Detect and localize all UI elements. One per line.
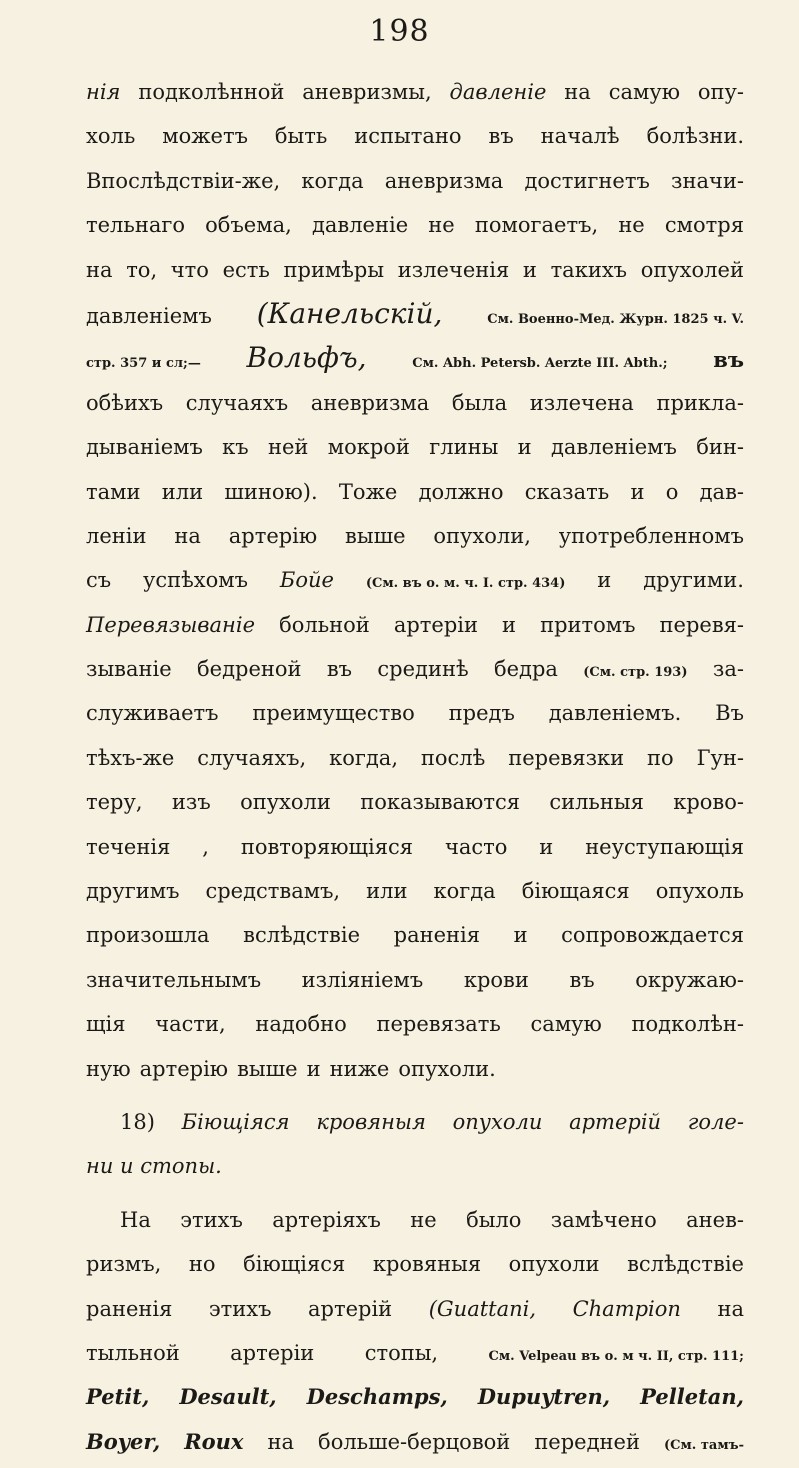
word: подколѣн- (631, 1012, 744, 1037)
text-line (86, 603, 744, 647)
text-line (86, 470, 744, 514)
word: Deschamps, (306, 1384, 448, 1410)
word: обѣихъ (86, 390, 164, 415)
word: случаяхъ (185, 390, 289, 415)
word: прикла- (656, 390, 744, 415)
word: другими. (643, 568, 744, 593)
word: къ (222, 435, 249, 460)
word: быть (274, 124, 328, 149)
word: и (517, 435, 532, 460)
word: (Guattani, (428, 1296, 537, 1321)
word: бедра (493, 657, 558, 682)
word: по (647, 745, 674, 770)
text-line (86, 825, 744, 869)
word: подколѣнной (138, 80, 285, 104)
word: когда, (329, 745, 399, 770)
word: ниже (329, 1056, 390, 1081)
text-line (86, 114, 744, 158)
word: или (366, 879, 408, 904)
word: вслѣдствіе (627, 1252, 744, 1277)
word: анев- (686, 1207, 744, 1232)
text-line (86, 1375, 744, 1419)
word: случаяхъ, (197, 745, 307, 770)
word: и (513, 923, 528, 948)
word: шиною). (224, 479, 318, 504)
word: тельнаго (86, 213, 185, 238)
word: передней (534, 1429, 640, 1454)
word: на (564, 80, 591, 104)
word: ни и стопы. (86, 1154, 222, 1179)
word: въ (488, 124, 514, 149)
word: и (630, 479, 645, 504)
word: бин- (696, 435, 744, 460)
word: аневризма (384, 168, 504, 193)
word: Гун- (696, 745, 744, 770)
word: должно (418, 479, 504, 504)
word: другимъ (86, 879, 180, 904)
word: послѣ (420, 745, 486, 770)
text-line (86, 691, 744, 735)
word: болѣзни. (646, 124, 744, 149)
word: срединѣ (377, 657, 469, 682)
word: замѣчено (550, 1207, 657, 1232)
word: артерій (308, 1296, 393, 1321)
text-line (86, 425, 744, 469)
word: и (502, 612, 517, 637)
word: когда (301, 168, 364, 193)
word: началѣ (540, 124, 620, 149)
word: Pelletan, (640, 1384, 744, 1410)
word: успѣхомъ (143, 568, 248, 593)
word: голе- (687, 1109, 744, 1134)
word: Біющіяся (181, 1109, 290, 1134)
word: артерію (228, 523, 318, 548)
word: примѣры (283, 257, 385, 282)
text-line (86, 958, 744, 1002)
word: на (267, 1429, 295, 1454)
word: или (161, 479, 204, 504)
word: въ (713, 347, 744, 373)
word: преимущество (252, 701, 415, 726)
word: средствамъ, (205, 879, 341, 904)
word: дываніемъ (86, 435, 203, 460)
word: стр. 357 и сл;— (86, 356, 201, 372)
word: излечена (529, 390, 634, 415)
word: въ (569, 967, 595, 992)
word: изліяніемъ (301, 967, 424, 992)
word: аневризма (310, 390, 430, 415)
text-line (86, 1420, 744, 1464)
word: значительнымъ (86, 967, 262, 992)
word: не (428, 213, 455, 238)
word: опухоли, (433, 523, 531, 548)
word: Въ (715, 701, 744, 726)
word: перевя- (659, 612, 744, 637)
word: леніи (86, 523, 147, 548)
text-line (86, 1047, 744, 1091)
word: (См. тамъ- (664, 1437, 744, 1453)
text-line (86, 558, 744, 602)
word: біющіяся (243, 1252, 346, 1277)
word: самую (608, 80, 680, 104)
word: тыльной (86, 1340, 180, 1365)
word: неуступающія (585, 834, 744, 859)
word: мокрой (327, 435, 410, 460)
word: опу- (697, 80, 744, 104)
word: , (202, 834, 209, 859)
word: На (120, 1207, 151, 1232)
word: аневризмы, (302, 80, 432, 104)
word: теру, (86, 790, 143, 815)
word: Desault, (179, 1384, 277, 1410)
word: (См. въ о. м. ч. I. стр. 434) (365, 576, 566, 592)
word: достигнетъ (524, 168, 650, 193)
word: въ (326, 657, 353, 682)
word: испытано (354, 124, 462, 149)
word: такихъ (550, 257, 628, 282)
word: на (174, 523, 201, 548)
text-line (86, 869, 744, 913)
word: окружаю- (635, 967, 744, 992)
text-line (86, 913, 744, 957)
text-line (86, 159, 744, 203)
word: Champion (572, 1296, 681, 1321)
text-line (86, 1002, 744, 1046)
word: ную (86, 1056, 131, 1081)
word: есть (222, 257, 270, 282)
word: Перевязываніе (86, 612, 256, 637)
text-line (86, 1144, 744, 1188)
word: о (665, 479, 679, 504)
word: опухоли. (398, 1056, 496, 1081)
word: когда (433, 879, 496, 904)
word: предъ (448, 701, 515, 726)
word: можетъ (162, 124, 248, 149)
word: тами (86, 479, 141, 504)
word: См. Abh. Petersb. Aerzte III. Abth.; (412, 356, 668, 372)
text-line (86, 1198, 744, 1242)
text-line (86, 292, 744, 336)
word: кровяныя (372, 1252, 482, 1277)
word: излеченія (397, 257, 510, 282)
word: повторяющіяся (240, 834, 414, 859)
word: давленіе (449, 80, 547, 104)
word: надобно (255, 1012, 347, 1037)
word: опухоли (240, 790, 331, 815)
word: и (597, 568, 612, 593)
word: раненія (86, 1296, 173, 1321)
word: бедреной (197, 657, 302, 682)
word: притомъ (540, 612, 636, 637)
word: крово- (673, 790, 744, 815)
word: Впослѣдствіи-же, (86, 168, 281, 193)
text-line (86, 1242, 744, 1286)
word: части, (155, 1012, 226, 1037)
word: Вольфъ, (246, 341, 367, 375)
word: сказать (524, 479, 610, 504)
paragraph-gap (86, 1091, 744, 1100)
word: давленіемъ (86, 303, 212, 328)
word: и (539, 834, 554, 859)
text-line (86, 514, 744, 558)
word: было (466, 1207, 522, 1232)
word: крови (463, 967, 529, 992)
text-line (86, 203, 744, 247)
word: артеріи (393, 612, 478, 637)
word: Бойе (279, 568, 334, 593)
word: часто (444, 834, 508, 859)
word: перевязки (508, 745, 625, 770)
word: 18) (120, 1109, 155, 1134)
word: сопровождается (561, 923, 744, 948)
word: на (717, 1296, 744, 1321)
word: щія (86, 1012, 126, 1037)
word: больше-берцовой (318, 1429, 511, 1454)
word: дав- (699, 479, 744, 504)
word: біющаяся (521, 879, 630, 904)
word: опухоли (508, 1252, 600, 1277)
word: Тоже (338, 479, 398, 504)
word: то, (126, 257, 158, 282)
word: за- (712, 657, 744, 682)
text-line (86, 647, 744, 691)
word: зываніе (86, 657, 172, 682)
word: холь (86, 124, 136, 149)
text-line (86, 70, 744, 114)
text-line (86, 1287, 744, 1331)
word: См. Velpeau въ о. м ч. II, стр. 111; (488, 1348, 744, 1364)
word: помогаетъ, (474, 213, 599, 238)
word: не (618, 213, 645, 238)
word: и (306, 1056, 321, 1081)
word: служиваетъ (86, 701, 219, 726)
text-line (86, 248, 744, 292)
word: и (522, 257, 537, 282)
word: съ (86, 568, 112, 593)
word: глины (429, 435, 499, 460)
word: (Канельскій, (256, 296, 443, 330)
word: изъ (171, 790, 211, 815)
word: нія (86, 80, 121, 104)
word: не (410, 1207, 437, 1232)
word: ней (267, 435, 309, 460)
word: употребленномъ (558, 523, 744, 548)
word: вслѣдствіе (243, 923, 361, 948)
word: произошла (86, 923, 210, 948)
word: (См. стр. 193) (583, 665, 688, 681)
word: Petit, (86, 1384, 150, 1410)
word: значи- (671, 168, 744, 193)
word: давленіе (311, 213, 409, 238)
word: давленіемъ (550, 435, 677, 460)
word: артеріи (230, 1340, 315, 1365)
word: кровяныя (316, 1109, 426, 1134)
word: ризмъ, (86, 1252, 162, 1277)
text-line (86, 1100, 744, 1144)
word: артерій (569, 1109, 662, 1134)
word: смотря (664, 213, 744, 238)
word: опухоли (452, 1109, 543, 1134)
word: Boyer, (86, 1428, 161, 1454)
word: раненія (393, 923, 480, 948)
word: опухоль (655, 879, 744, 904)
word: См. Военно-Мед. Журн. 1825 ч. V. (487, 311, 744, 327)
word: объема, (205, 213, 292, 238)
word: выше (345, 523, 406, 548)
word: но (188, 1252, 216, 1277)
word: стопы, (364, 1340, 439, 1365)
word: Roux (184, 1428, 244, 1454)
word: что (170, 257, 209, 282)
word: давленіемъ. (548, 701, 682, 726)
text-line (86, 1331, 744, 1375)
word: этихъ (180, 1207, 243, 1232)
text-line (86, 381, 744, 425)
word: артерію (139, 1056, 229, 1081)
page-number: 198 (369, 14, 430, 49)
word: тѣхъ-же (86, 745, 175, 770)
word: на (86, 257, 113, 282)
word: сильныя (549, 790, 644, 815)
word: артеріяхъ (272, 1207, 381, 1232)
word: перевязать (376, 1012, 501, 1037)
word: больной (279, 612, 370, 637)
body-text (86, 70, 744, 1464)
word: самую (530, 1012, 602, 1037)
word: опухолей (640, 257, 744, 282)
word: выше (237, 1056, 298, 1081)
word: этихъ (208, 1296, 272, 1321)
word: показываются (360, 790, 520, 815)
text-line (86, 780, 744, 824)
paragraph-gap (86, 1189, 744, 1198)
word: была (451, 390, 508, 415)
text-line (86, 736, 744, 780)
word: Dupuytren, (477, 1384, 611, 1410)
text-line (86, 336, 744, 380)
word: теченія (86, 834, 171, 859)
